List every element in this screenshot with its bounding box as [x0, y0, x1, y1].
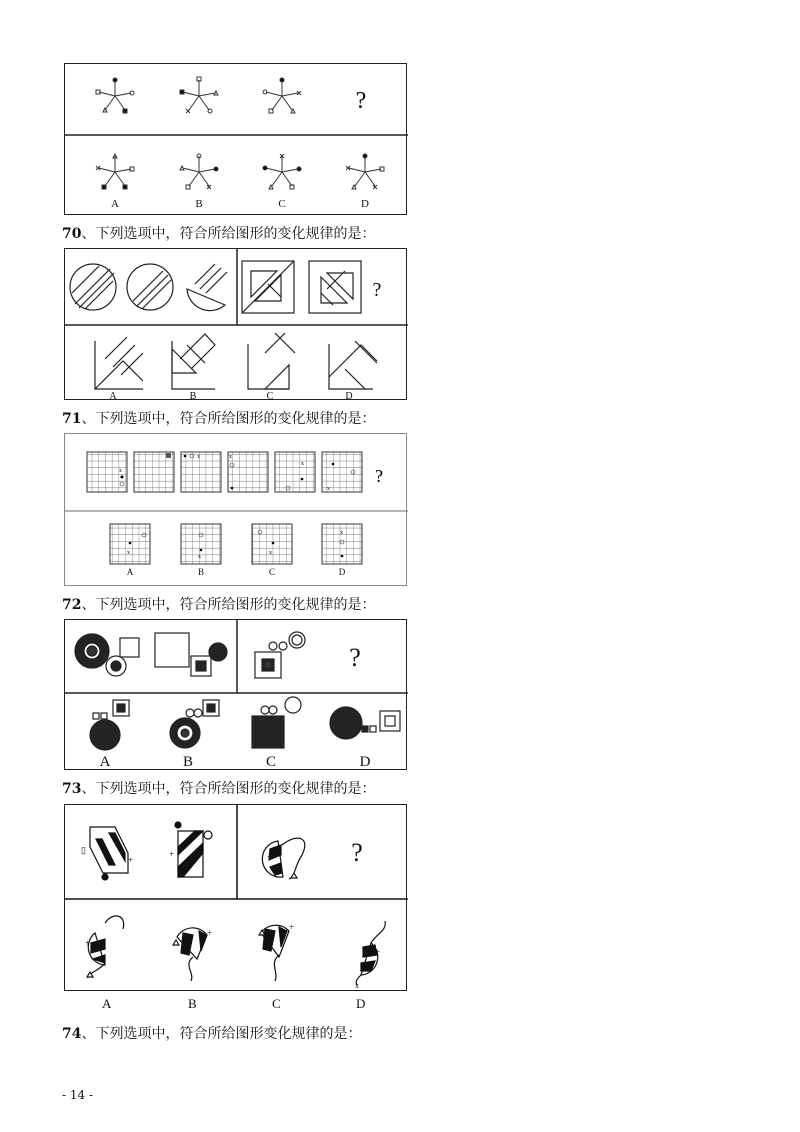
question-72-heading [62, 594, 375, 614]
shaded-figure [155, 633, 227, 676]
svg-text:x: x [327, 486, 330, 492]
shaded-figure [75, 634, 139, 676]
shaded-option-a[interactable] [90, 700, 129, 750]
star-figure [180, 77, 218, 113]
svg-text:x: x [229, 454, 232, 460]
puzzle-73-option-labels [64, 996, 407, 1012]
option-label-a: A [102, 996, 112, 1011]
question-text: 、下列选项中，符合所给图形的变化规律的是： [81, 781, 376, 797]
svg-text:▯: ▯ [81, 845, 86, 855]
option-label-b: B [189, 391, 197, 401]
square-option-a[interactable] [95, 337, 143, 389]
svg-text:+: + [169, 849, 175, 859]
puzzle-71-svg [65, 434, 408, 587]
shaded-option-d[interactable] [330, 707, 400, 739]
grid-option-c[interactable] [252, 524, 292, 564]
svg-text:x: x [301, 461, 304, 467]
question-number: 71 [62, 411, 82, 427]
striped-circle-figure [127, 264, 173, 310]
question-number: 74 [62, 1026, 82, 1042]
nested-square-figure [309, 261, 361, 313]
grid-figure [228, 452, 268, 492]
svg-text:x: x [127, 550, 130, 556]
puzzle-72-figure [64, 619, 407, 770]
svg-text:x: x [198, 554, 201, 560]
grid-option-b[interactable] [181, 524, 221, 564]
option-label-a: A [109, 391, 117, 401]
question-text: 、下列选项中，符合所给图形的变化规律的是： [81, 411, 376, 427]
svg-text:x: x [340, 530, 343, 536]
option-label-c: C [266, 391, 274, 401]
svg-text:+: + [375, 947, 381, 957]
striped-option-b[interactable] [173, 928, 212, 981]
question-text: 、下列选项中，符合所给图形的变化规律的是： [81, 597, 376, 613]
option-label-a: A [126, 567, 134, 577]
half-circle-figure [187, 264, 227, 311]
svg-text:x: x [197, 454, 200, 460]
question-mark: ? [375, 466, 383, 486]
striped-parallelogram-figure [81, 827, 133, 880]
striped-circle-figure [70, 264, 116, 310]
svg-text:x: x [119, 468, 122, 474]
puzzle-73-figure [64, 804, 407, 991]
svg-text:+: + [207, 928, 213, 938]
option-label-b: B [195, 198, 203, 210]
option-label-c: C [272, 996, 281, 1011]
grid-figure [322, 452, 362, 492]
svg-text:x: x [269, 550, 272, 556]
star-option-c[interactable] [263, 154, 301, 189]
puzzle-70-figure [64, 248, 407, 400]
question-number: 72 [62, 597, 82, 613]
question-text: 、下列选项中，符合所给图形变化规律的是： [81, 1026, 362, 1042]
option-label-d: D [338, 567, 346, 577]
grid-figure [134, 452, 174, 492]
striped-square-figure [169, 822, 212, 877]
puzzle-69-figure [64, 63, 407, 215]
striped-option-d[interactable] [355, 921, 385, 990]
puzzle-70-svg [65, 249, 408, 401]
striped-half-circle-figure [262, 838, 305, 879]
star-option-d[interactable] [346, 154, 384, 189]
svg-text:+: + [85, 938, 91, 948]
page-number: - 14 - [62, 1088, 94, 1102]
question-71-heading [62, 408, 375, 428]
question-mark: ? [351, 838, 363, 867]
question-mark: ? [372, 279, 382, 301]
question-mark: ? [355, 88, 367, 114]
option-label-b: B [188, 996, 197, 1011]
question-number: 73 [62, 781, 82, 797]
square-option-b[interactable] [172, 334, 215, 389]
square-option-c[interactable] [248, 333, 295, 389]
star-figure [263, 78, 301, 113]
svg-text:+: + [289, 922, 295, 932]
option-label-b: B [197, 567, 205, 577]
striped-option-c[interactable] [259, 922, 294, 981]
shaded-option-c[interactable] [252, 697, 301, 748]
option-label-a: A [99, 754, 111, 770]
option-label-c: C [265, 754, 277, 770]
svg-text:x: x [355, 981, 359, 990]
star-figure [96, 78, 134, 113]
option-label-a: A [111, 198, 119, 210]
option-label-b: B [182, 754, 194, 770]
grid-option-d[interactable] [322, 524, 362, 564]
svg-text:+: + [128, 855, 134, 865]
option-label-d: D [356, 996, 366, 1011]
question-number: 70 [62, 226, 82, 242]
question-70-heading [62, 223, 375, 243]
grid-figure [275, 452, 315, 492]
puzzle-73-svg [65, 805, 408, 992]
grid-figure [181, 452, 221, 492]
star-option-a[interactable] [96, 154, 134, 189]
shaded-option-b[interactable] [170, 700, 219, 748]
puzzle-72-svg [65, 620, 408, 771]
svg-text:+: + [267, 852, 273, 862]
striped-option-a[interactable] [85, 916, 124, 977]
nested-square-figure [242, 261, 294, 313]
grid-figure [87, 452, 127, 492]
option-label-d: D [345, 391, 353, 401]
option-label-c: C [268, 567, 276, 577]
shaded-figure [255, 632, 305, 678]
question-text: 、下列选项中，符合所给图形的变化规律的是： [81, 226, 376, 242]
star-option-b[interactable] [180, 154, 218, 189]
question-73-heading [62, 778, 375, 798]
question-74-heading [62, 1023, 361, 1043]
puzzle-69-svg [65, 64, 408, 216]
square-option-d[interactable] [329, 341, 377, 389]
puzzle-71-figure [64, 433, 407, 586]
option-label-d: D [359, 754, 371, 770]
option-label-c: C [278, 198, 286, 210]
grid-option-a[interactable] [110, 524, 150, 564]
question-mark: ? [349, 643, 361, 672]
option-label-d: D [361, 198, 369, 210]
